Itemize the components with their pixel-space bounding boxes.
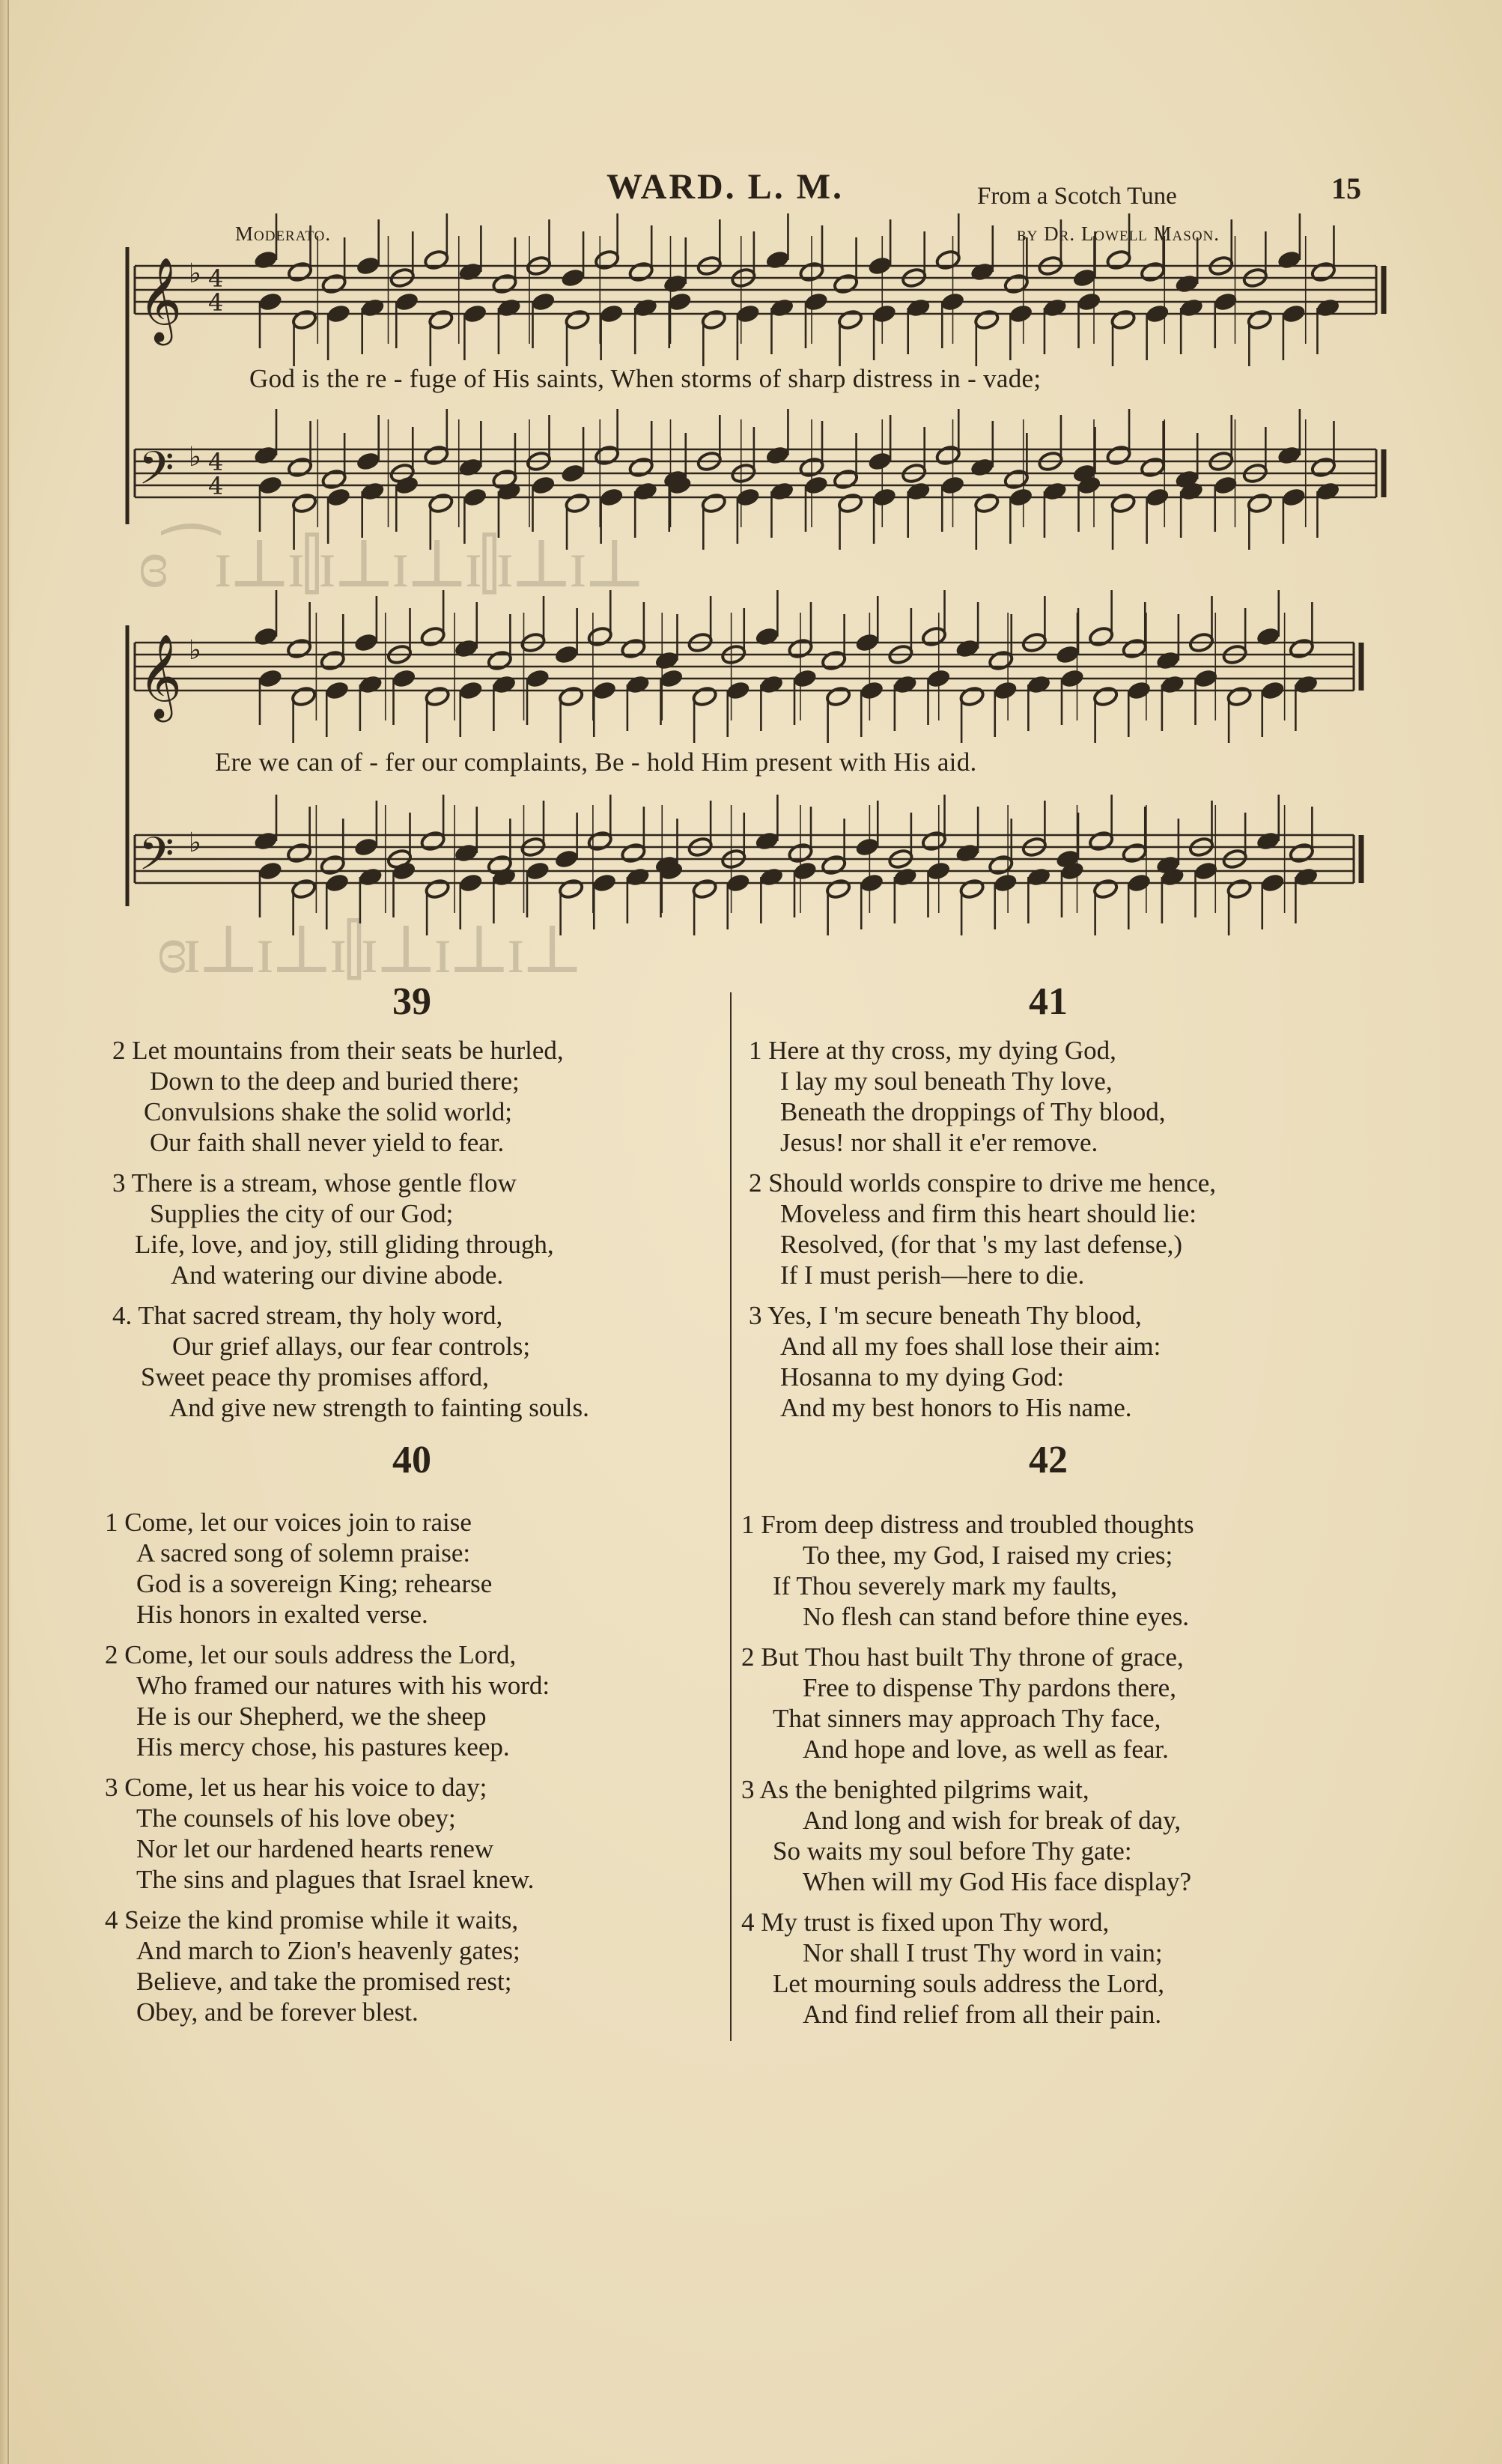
verse-line: Sweet peace thy promises afford, [141, 1362, 489, 1392]
tune-title: WARD. L. M. [606, 167, 844, 207]
svg-text:♭: ♭ [189, 828, 201, 858]
verse-line: Life, love, and joy, still gliding through, [135, 1230, 554, 1259]
lyric-line-2: Ere we can of - fer our complaints, Be - hold Him present with His aid. [215, 747, 977, 777]
stanza [105, 1905, 550, 2027]
verse-line: Free to dispense Thy pardons there, [803, 1673, 1176, 1702]
stanza [741, 1774, 1194, 1897]
verse-line: Moveless and firm this heart should lie: [780, 1199, 1197, 1228]
hymn-number-41: 41 [1029, 980, 1068, 1023]
verse-line: 4 My trust is fixed upon Thy word, [741, 1908, 1110, 1937]
stanza [112, 1168, 589, 1290]
svg-text:♭: ♭ [189, 442, 201, 473]
svg-text:4: 4 [208, 288, 224, 317]
verse-line: 3 Come, let us hear his voice to day; [105, 1773, 487, 1802]
stanza [112, 1300, 589, 1423]
verse-line: 4 Seize the kind promise while it waits, [105, 1905, 519, 1935]
hymn-number-42: 42 [1029, 1439, 1068, 1481]
column-divider [730, 992, 732, 2041]
hymn-41-text [749, 1035, 1216, 1433]
verse-line: Nor shall I trust Thy word in vain; [803, 1938, 1163, 1967]
verse-line: And my best honors to His name. [780, 1393, 1132, 1422]
verse-line: 1 Here at thy cross, my dying God, [749, 1036, 1116, 1065]
svg-text:𝄢: 𝄢 [139, 442, 174, 506]
stanza [105, 1507, 550, 1630]
verse-line: 4. That sacred stream, thy holy word, [112, 1301, 503, 1330]
bleed-through-mark: ɞɪ⊥ɪ⊥ɪ⫿ɪ⊥ɪ⊥ɪ⊥ [157, 913, 580, 987]
stanza [741, 1907, 1194, 2030]
verse-line: And hope and love, as well as fear. [803, 1735, 1169, 1764]
stanza [112, 1035, 589, 1158]
verse-line: Convulsions shake the solid world; [144, 1097, 512, 1126]
verse-line: Resolved, (for that 's my last defense,) [780, 1230, 1182, 1259]
verse-line: No flesh can stand before thine eyes. [803, 1602, 1190, 1631]
verse-line: And march to Zion's heavenly gates; [136, 1936, 520, 1965]
verse-line: 3 Yes, I 'm secure beneath Thy blood, [749, 1301, 1142, 1330]
verse-line: 1 From deep distress and troubled thoughts [741, 1510, 1194, 1539]
svg-text:4: 4 [208, 264, 224, 293]
stanza [749, 1168, 1216, 1290]
verse-line: Our grief allays, our fear controls; [172, 1332, 531, 1361]
bleed-through-mark: ɞ⁀ɪ⊥ɪ⫿ɪ⊥ɪ⊥ɪ⫿ɪ⊥ɪ⊥ [139, 527, 642, 601]
verse-line: The sins and plagues that Israel knew. [136, 1865, 535, 1894]
verse-line: Hosanna to my dying God: [780, 1362, 1065, 1392]
tempo-marking: Moderato. [235, 222, 332, 245]
verse-line: Jesus! nor shall it e'er remove. [780, 1128, 1098, 1157]
svg-text:♭: ♭ [189, 258, 201, 289]
verse-line: So waits my soul before Thy gate: [773, 1836, 1132, 1866]
verse-line: 2 Come, let our souls address the Lord, [105, 1640, 517, 1669]
svg-text:4: 4 [208, 448, 224, 476]
stanza [105, 1639, 550, 1762]
stanza [749, 1035, 1216, 1158]
hymn-number-40: 40 [392, 1439, 431, 1481]
music-score [0, 0, 1502, 989]
verse-line: His honors in exalted verse. [136, 1600, 428, 1629]
stanza [741, 1509, 1194, 1632]
hymn-40-text [105, 1507, 550, 2037]
verse-line: And long and wish for break of day, [803, 1806, 1182, 1835]
verse-line: And find relief from all their pain. [803, 2000, 1162, 2029]
verse-line: To thee, my God, I raised my cries; [803, 1541, 1173, 1570]
verse-line: 3 There is a stream, whose gentle flow [112, 1168, 517, 1198]
verse-line: And watering our divine abode. [171, 1260, 504, 1290]
page-number: 15 [1331, 172, 1361, 205]
verse-line: 2 But Thou hast built Thy throne of grace, [741, 1642, 1184, 1672]
verse-line: When will my God His face display? [803, 1867, 1192, 1896]
verse-line: Beneath the droppings of Thy blood, [780, 1097, 1166, 1126]
svg-text:4: 4 [208, 472, 224, 500]
verse-line: Obey, and be forever blest. [136, 1997, 419, 2027]
verse-line: 3 As the benighted pilgrims wait, [741, 1775, 1089, 1804]
verse-line: Down to the deep and buried there; [150, 1066, 520, 1096]
verse-line: I lay my soul beneath Thy love, [780, 1066, 1113, 1096]
tune-source: From a Scotch Tune [977, 183, 1177, 210]
verse-line: 1 Come, let our voices join to raise [105, 1508, 472, 1537]
verse-line: 2 Should worlds conspire to drive me hence, [749, 1168, 1217, 1198]
hymn-39-text [112, 1035, 589, 1433]
verse-line: And all my foes shall lose their aim: [780, 1332, 1161, 1361]
verse-line: The counsels of his love obey; [136, 1803, 456, 1833]
svg-text:𝄞: 𝄞 [139, 634, 182, 719]
verse-line: He is our Shepherd, we the sheep [136, 1702, 487, 1731]
verse-line: 2 Let mountains from their seats be hurled, [112, 1036, 564, 1065]
svg-text:𝄞: 𝄞 [139, 257, 182, 342]
verse-line: Nor let our hardened hearts renew [136, 1834, 494, 1863]
svg-text:♭: ♭ [189, 635, 201, 666]
verse-line: A sacred song of solemn praise: [136, 1538, 471, 1568]
verse-line: Our faith shall never yield to fear. [150, 1128, 505, 1157]
verse-line: Who framed our natures with his word: [136, 1671, 550, 1700]
verse-line: And give new strength to fainting souls. [169, 1393, 589, 1422]
svg-text:𝄢: 𝄢 [139, 828, 174, 892]
stanza [105, 1772, 550, 1895]
hymn-number-39: 39 [392, 980, 431, 1023]
arranger-credit: by Dr. Lowell Mason. [1017, 222, 1220, 245]
verse-line: If I must perish—here to die. [780, 1260, 1085, 1290]
verse-line: God is a sovereign King; rehearse [136, 1569, 493, 1598]
lyric-line-1: God is the re - fuge of His saints, When storms of sharp distress in - vade; [249, 364, 1042, 393]
verse-line: Let mourning souls address the Lord, [773, 1969, 1164, 1998]
verse-line: If Thou severely mark my faults, [773, 1571, 1118, 1600]
verse-line: That sinners may approach Thy face, [773, 1704, 1161, 1733]
verse-line: Supplies the city of our God; [150, 1199, 454, 1228]
verse-line: His mercy chose, his pastures keep. [136, 1732, 510, 1761]
verse-line: Believe, and take the promised rest; [136, 1967, 512, 1996]
stanza [749, 1300, 1216, 1423]
stanza [741, 1642, 1194, 1764]
hymn-42-text [741, 1509, 1194, 2039]
